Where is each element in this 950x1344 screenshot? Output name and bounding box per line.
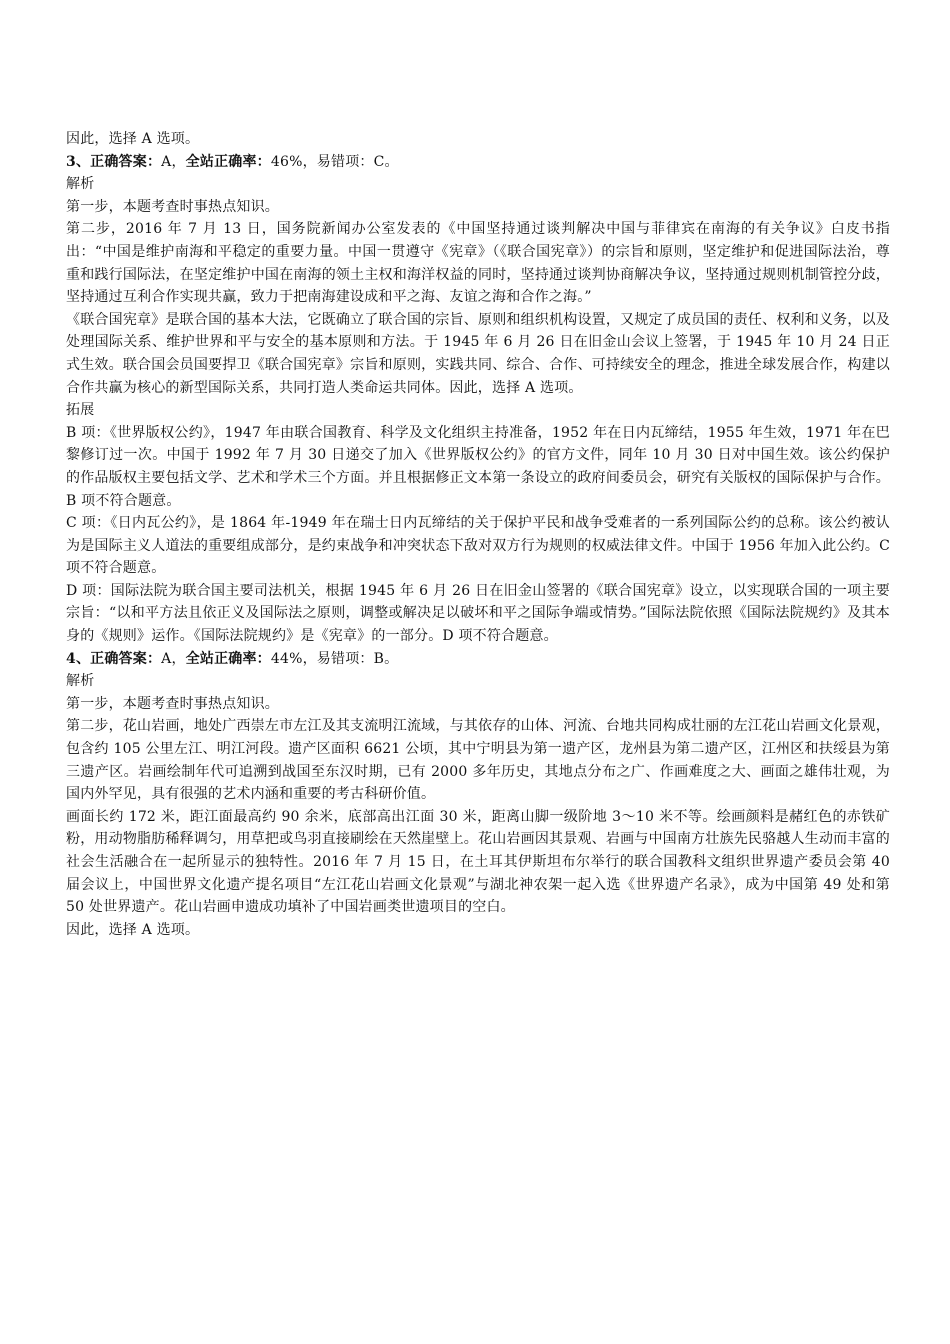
q4-step2: 第二步，花山岩画，地处广西崇左市左江及其支流明江流域，与其依存的山体、河流、台地共同构成壮丽的左江花山岩画文化景观，包含约 105 公里左江、明江河段。遗产区面积 6621 公顷，其中宁明县为第一遗产区，龙州县为第二遗产区，江州区和扶绥县为第三遗产区。岩画绘制年代可追溯到战国至东汉时期，已有 2000 多年历史，其地点分布之广、作画难度之大、画面之雄伟壮观，为国内外罕见，具有很强的艺术内涵和重要的考古科研价值。 xyxy=(66,718,890,803)
q3-charter-paragraph: 《联合国宪章》是联合国的基本大法，它既确立了联合国的宗旨、原则和组织机构设置，又规定了成员国的责任、权利和义务，以及处理国际关系、维护世界和平与安全的基本原则和方法。于 1945 年 6 月 26 日在旧金山会议上签署，于 1945 年 10 月 24 日正式生效。联合国会员国要捍卫《联合国宪章》宗旨和原则，实践共同、综合、合作、可持续安全的理念，推进全球发展合作，构建以合作共赢为核心的新型国际关系，共同打造人类命运共同体。因此，选择 A 选项。 xyxy=(66,311,890,396)
q4-step1: 第一步，本题考查时事热点知识。 xyxy=(66,695,279,712)
document-body xyxy=(66,128,890,941)
q4-conclusion: 因此，选择 A 选项。 xyxy=(66,921,200,938)
q4-painting-paragraph: 画面长约 172 米，距江面最高约 90 余米，底部高出江面 30 米，距离山脚一级阶地 3～10 米不等。绘画颜料是赭红色的赤铁矿粉，用动物脂肪稀释调匀，用草把或鸟羽直接刷绘在天然崖壁上。花山岩画因其景观、岩画与中国南方壮族先民骆越人生动而丰富的社会生活融合在一起所显示的独特性。2016 年 7 月 15 日，在土耳其伊斯坦布尔举行的联合国教科文组织世界遗产委员会第 40 届会议上，中国世界文化遗产提名项目“左江花山岩画文化景观”与湖北神农架一起入选《世界遗产名录》，成为中国第 49 处和第 50 处世界遗产。花山岩画申遗成功填补了中国岩画类世遗项目的空白。 xyxy=(66,808,890,916)
q3-step2: 第二步，2016 年 7 月 13 日，国务院新闻办公室发表的《中国坚持通过谈判解决中国与菲律宾在南海的有关争议》白皮书指出：“中国是维护南海和平稳定的重要力量。中国一贯遵守《宪章》（《联合国宪章》）的宗旨和原则，坚定维护和促进国际法治，尊重和践行国际法，在坚定维护中国在南海的领土主权和海洋权益的同时，坚持通过谈判协商解决争议，坚持通过规则机制管控分歧，坚持通过互利合作实现共赢，致力于把南海建设成和平之海、友谊之海和合作之海。” xyxy=(66,221,890,306)
q4-answer: A， xyxy=(161,650,186,667)
q3-analysis-title: 解析 xyxy=(66,176,95,193)
q3-rate: 46%，易错项：C。 xyxy=(270,153,399,170)
q3-rate-label: 全站正确率： xyxy=(185,153,271,170)
q4-analysis-title: 解析 xyxy=(66,673,95,690)
q4-rate: 44%，易错项：B。 xyxy=(270,650,399,667)
q3-step1: 第一步，本题考查时事热点知识。 xyxy=(66,198,279,215)
q3-option-d: D 项：国际法院为联合国主要司法机关，根据 1945 年 6 月 26 日在旧金山签署的《联合国宪章》设立，以实现联合国的一项主要宗旨：“以和平方法且依正义及国际法之原则，调整或解决足以破坏和平之国际争端或情势。”国际法院依照《国际法院规约》及其本身的《规则》运作。《国际法院规约》是《宪章》的一部分。D 项不符合题意。 xyxy=(66,582,890,645)
q3-option-c: C 项：《日内瓦公约》，是 1864 年-1949 年在瑞士日内瓦缔结的关于保护平民和战争受难者的一系列国际公约的总称。该公约被认为是国际主义人道法的重要组成部分，是约束战争和冲突状态下敌对双方行为规则的权威法律文件。中国于 1956 年加入此公约。C 项不符合题意。 xyxy=(66,515,890,577)
q3-answer-label: 正确答案： xyxy=(90,153,162,170)
q3-option-b: B 项：《世界版权公约》，1947 年由联合国教育、科学及文化组织主持准备，1952 年在日内瓦缔结，1955 年生效，1971 年在巴黎修订过一次。中国于 1992 年 7 月 30 日递交了加入《世界版权公约》的官方文件，同年 10 月 30 日对中国生效。该公约保护的作品版权主要包括文学、艺术和学术三个方面。并且根据修正文本第一条设立的政府间委员会，研究有关版权的国际保护与合作。B 项不符合题意。 xyxy=(66,424,890,509)
q4-rate-label: 全站正确率： xyxy=(185,650,271,667)
q3-answer-header xyxy=(66,151,890,174)
q4-number: 4、 xyxy=(66,650,91,667)
intro-conclusion: 因此，选择 A 选项。 xyxy=(66,131,200,147)
q3-extension-title: 拓展 xyxy=(66,402,95,419)
q3-answer: A， xyxy=(161,153,186,170)
q4-answer-header xyxy=(66,648,890,671)
q3-number: 3、 xyxy=(66,153,91,170)
q4-answer-label: 正确答案： xyxy=(90,650,162,667)
